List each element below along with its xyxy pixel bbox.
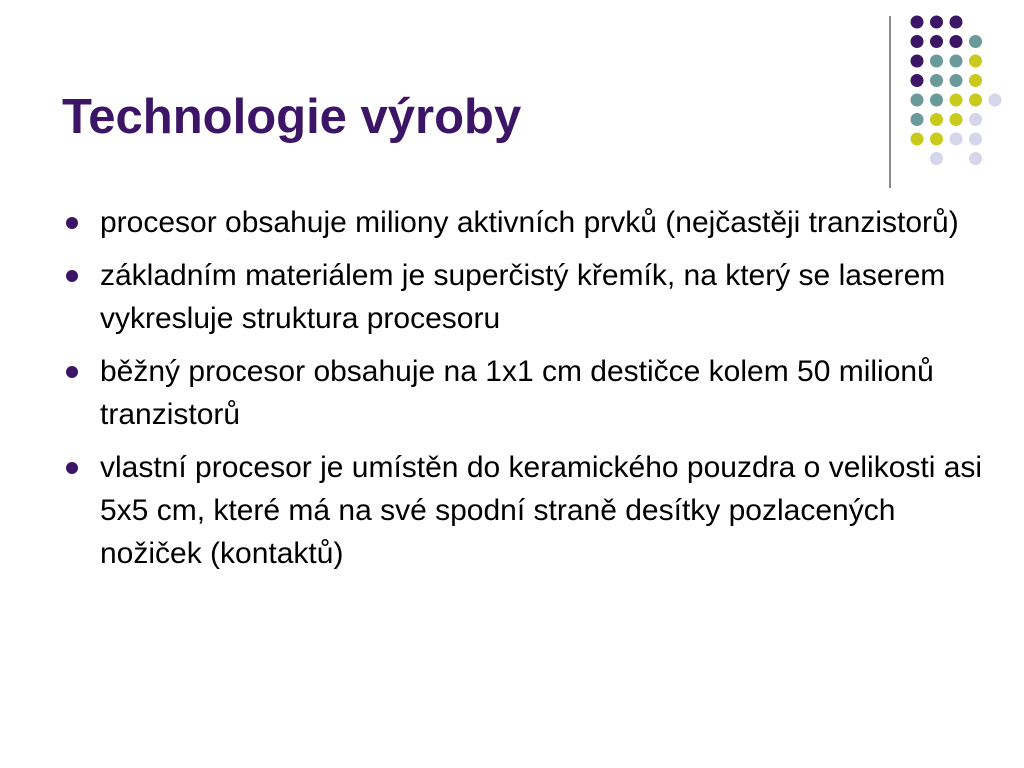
bullet-text: procesor obsahuje miliony aktivních prvků (nejčastěji tranzistorů) [100, 206, 959, 239]
bullet-item [62, 201, 992, 244]
bullet-text: základním materiálem je superčistý křemík, na který se laserem vykresluje struktura procesoru [100, 259, 946, 335]
bullet-dot-icon [66, 270, 78, 282]
decorative-dot [930, 113, 943, 126]
decorative-dot [950, 94, 963, 107]
decorative-dot [969, 35, 982, 48]
bullet-item [62, 254, 992, 340]
bullet-item [62, 446, 992, 575]
decorative-dot [930, 74, 943, 87]
decorative-dot [969, 133, 982, 146]
decorative-dot [930, 16, 943, 29]
decorative-dot [950, 35, 963, 48]
decorative-dot [969, 113, 982, 126]
decorative-dot [911, 55, 924, 68]
decorative-dot [911, 94, 924, 107]
title-divider-line [889, 16, 891, 188]
decorative-dot [911, 133, 924, 146]
decorative-dot [950, 55, 963, 68]
decorative-dot [930, 94, 943, 107]
bullet-text: běžný procesor obsahuje na 1x1 cm destičce kolem 50 milionů tranzistorů [100, 355, 934, 431]
decorative-dot [930, 35, 943, 48]
decorative-dot [950, 133, 963, 146]
decorative-dot [969, 74, 982, 87]
decorative-dot [930, 55, 943, 68]
decorative-dot [969, 94, 982, 107]
decorative-dot [911, 74, 924, 87]
bullet-item [62, 350, 992, 436]
bullet-list [62, 201, 992, 585]
bullet-dot-icon [66, 462, 78, 474]
decorative-dot [911, 113, 924, 126]
decorative-dot [989, 94, 1002, 107]
decorative-dot [950, 16, 963, 29]
decorative-dot [950, 74, 963, 87]
decorative-dot [911, 16, 924, 29]
decorative-dot-grid [900, 10, 1010, 170]
slide-title: Technologie výroby [62, 90, 522, 144]
bullet-dot-icon [66, 366, 78, 378]
decorative-dot [969, 152, 982, 165]
decorative-dot [930, 152, 943, 165]
decorative-dot [950, 113, 963, 126]
decorative-dot [969, 55, 982, 68]
decorative-dot [911, 35, 924, 48]
bullet-text: vlastní procesor je umístěn do keramického pouzdra o velikosti asi 5x5 cm, které má na své spodní straně desítky pozlacených nožiček (kontaktů) [100, 451, 983, 570]
bullet-dot-icon [66, 217, 78, 229]
decorative-dot [930, 133, 943, 146]
